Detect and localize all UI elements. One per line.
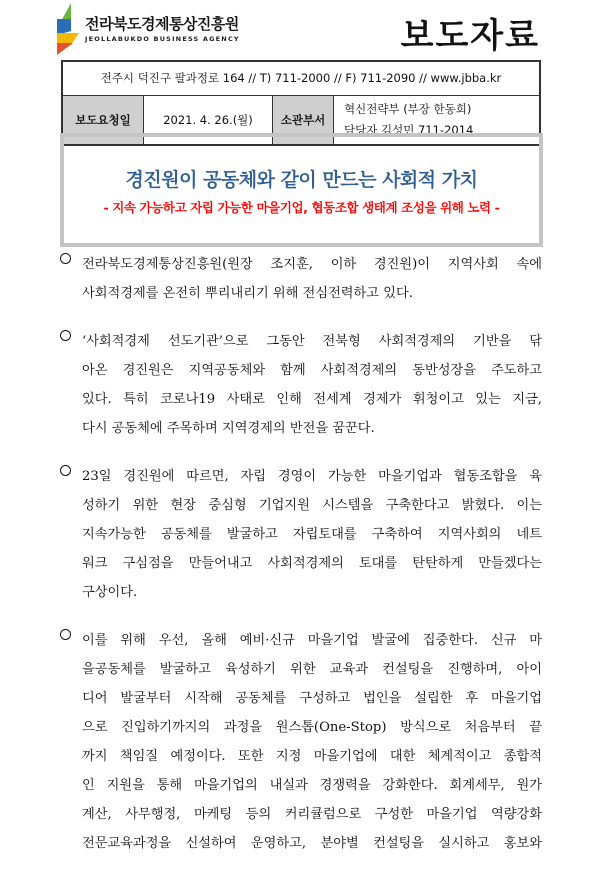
circle-bullet-icon bbox=[60, 629, 71, 640]
org-name-kr: 전라북도경제통상진흥원 bbox=[85, 15, 239, 33]
paragraph-line: 인 지원을 통해 마을기업의 내실과 경쟁력을 강화한다. 회계세무, 원가 bbox=[82, 778, 542, 793]
paragraph-line: 워크 구심점을 만들어내고 사회적경제의 토대를 탄탄하게 만들겠다는 bbox=[82, 556, 542, 571]
release-date: 2021. 4. 26.(월) bbox=[144, 95, 273, 145]
paragraph-line: 있다. 특히 코로나19 사태로 인해 전세계 경제가 휘청이고 있는 지금, bbox=[82, 392, 542, 407]
paragraph bbox=[60, 626, 542, 858]
paragraph bbox=[60, 250, 542, 308]
paragraph-line: 지속가능한 공동체를 발굴하고 자립토대를 구축하여 지역사회의 네트 bbox=[82, 527, 542, 542]
circle-bullet-icon bbox=[60, 465, 71, 476]
address-line: 전주시 덕진구 팔과정로 164 // T) 711-2000 // F) 711-2090 // www.jbba.kr bbox=[62, 61, 540, 95]
paragraph-line: 계산, 사무행정, 마케팅 등의 커리큘럼으로 구성한 마을기업 역량강화 bbox=[82, 807, 542, 822]
paragraph-line: 이를 위해 우선, 올해 예비·신규 마을기업 발굴에 집중한다. 신규 마 bbox=[82, 633, 542, 648]
dept-label: 소관부서 bbox=[273, 95, 334, 145]
dept-name: 혁신전략부 (부장 한동희) bbox=[344, 101, 472, 116]
paragraph-line: 성하기 위한 현장 중심형 기업지원 시스템을 구축한다고 밝혔다. 이는 bbox=[82, 498, 542, 513]
paragraph-line: 을공동체를 발굴하고 육성하기 위한 교육과 컨설팅을 진행하며, 아이 bbox=[82, 662, 542, 677]
contact-person: 담당자 김성민 711-2014 bbox=[344, 122, 474, 137]
date-label: 보도요청일 bbox=[62, 95, 144, 145]
doc-type-heading: 보도자료 bbox=[400, 16, 540, 56]
article-body bbox=[60, 250, 542, 877]
paragraph-line: 다시 공동체에 주목하며 지역경제의 반전을 꿈꾼다. bbox=[82, 421, 375, 436]
paragraph-line: 23일 경진원에 따르면, 자립 경영이 가능한 마을기업과 협동조합을 육 bbox=[82, 469, 542, 484]
headline-title: 경진원이 공동체와 같이 만드는 사회적 가치 bbox=[125, 169, 478, 191]
paragraph-line: 사회적경제를 온전히 뿌리내리기 위해 전심전력하고 있다. bbox=[82, 286, 413, 301]
paragraph-line: 디어 발굴부터 시작해 공동체를 구성하고 법인을 설립한 후 마을기업 bbox=[82, 691, 542, 706]
headline-box bbox=[60, 133, 543, 247]
paragraph-line: ‘사회적경제 선도기관’으로 그동안 전북형 사회적경제의 기반을 닦 bbox=[82, 334, 542, 349]
circle-bullet-icon bbox=[60, 253, 71, 264]
paragraph bbox=[60, 462, 542, 607]
paragraph-line: 전문교육과정을 신설하여 운영하고, 분야별 컨설팅을 실시하고 홍보와 bbox=[82, 836, 542, 851]
paragraph-line: 으로 진입하기까지의 과정을 원스톱(One-Stop) 방식으로 처음부터 끝 bbox=[82, 720, 542, 735]
logo-mark-icon bbox=[57, 3, 81, 55]
headline-subtitle: - 지속 가능하고 자립 가능한 마을기업, 협동조합 생태계 조성을 위해 노력 - bbox=[103, 200, 500, 215]
paragraph-line: 까지 책임질 예정이다. 또한 지정 마을기업에 대한 체계적이고 종합적 bbox=[82, 749, 542, 764]
org-name-en: JEOLLABUKDO BUSINESS AGENCY bbox=[85, 35, 240, 43]
org-logo bbox=[57, 3, 297, 55]
circle-bullet-icon bbox=[60, 330, 71, 341]
paragraph-line: 전라북도경제통상진흥원(원장 조지훈, 이하 경진원)이 지역사회 속에 bbox=[82, 257, 542, 272]
paragraph bbox=[60, 327, 542, 443]
paragraph-line: 구상이다. bbox=[82, 585, 138, 600]
paragraph-line: 아온 경진원은 지역공동체와 함께 사회적경제의 동반성장을 주도하고 bbox=[82, 363, 542, 378]
